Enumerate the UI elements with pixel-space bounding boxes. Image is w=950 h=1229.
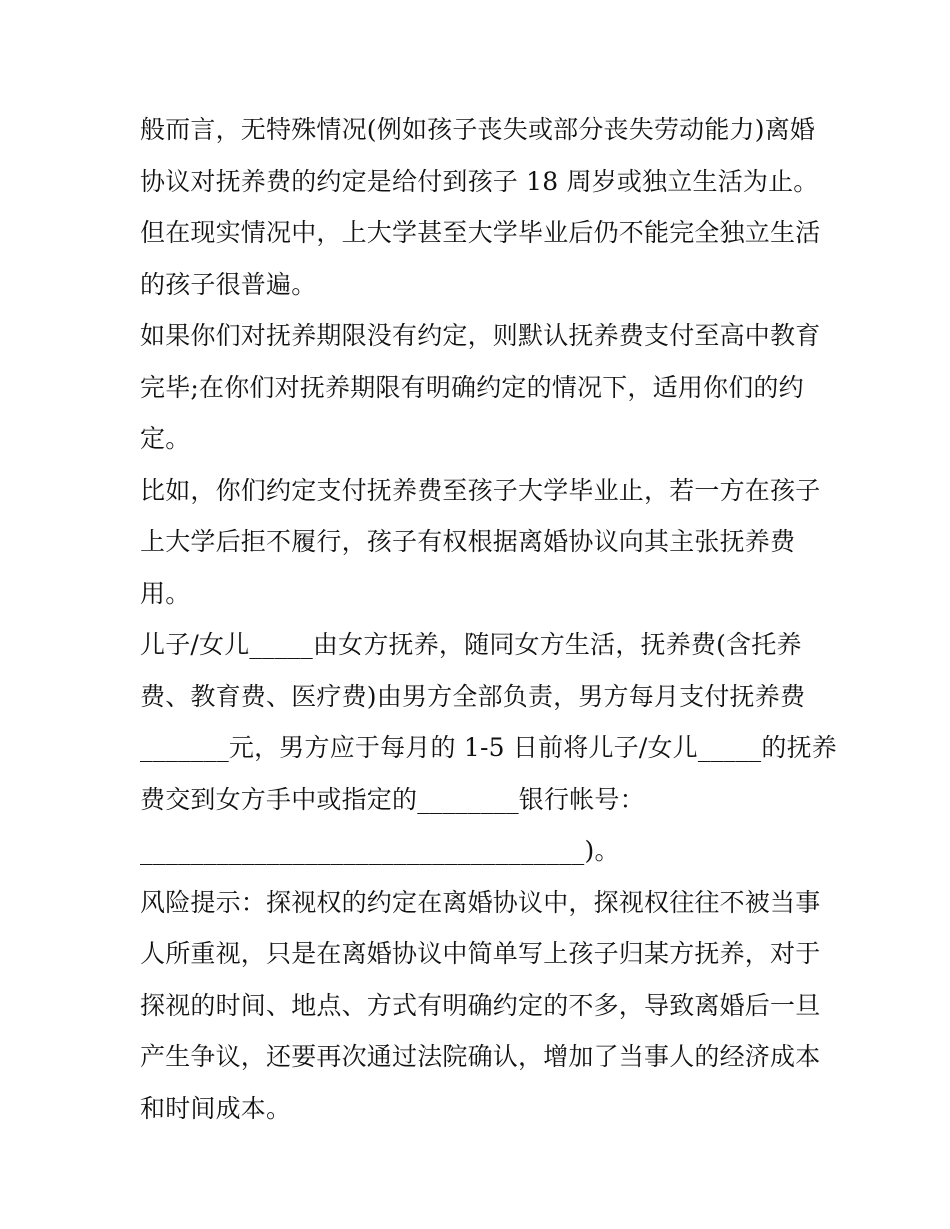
text-line-6: 完毕;在你们对抚养期限有明确约定的情况下，适用你们的约	[140, 372, 804, 402]
body-text	[140, 104, 840, 1134]
text-line-16: 风险提示：探视权的约定在离婚协议中，探视权往往不被当事	[140, 887, 821, 917]
text-line-3: 但在现实情况中，上大学甚至大学毕业后仍不能完全独立生活	[140, 218, 821, 247]
text-line-9: 上大学后拒不履行，孩子有权根据离婚协议向其主张抚养费	[140, 527, 796, 556]
text-line-14: 费交到女方手中或指定的________银行帐号：	[140, 784, 645, 814]
text-line-7: 定。	[140, 424, 191, 453]
text-line-13: _______元，男方应于每月的 1-5 日前将儿子/女儿_____的抚养	[140, 733, 837, 762]
text-line-15: ___________________________________)。	[140, 836, 620, 865]
text-line-4: 的孩子很普遍。	[140, 269, 317, 299]
text-line-2: 协议对抚养费的约定是给付到孩子 18 周岁或独立生活为止。	[140, 166, 819, 196]
text-line-1: 般而言，无特殊情况(例如孩子丧失或部分丧失劳动能力)离婚	[140, 115, 816, 144]
text-line-5: 如果你们对抚养期限没有约定，则默认抚养费支付至高中教育	[140, 321, 821, 350]
text-line-18: 探视的时间、地点、方式有明确约定的不多，导致离婚后一旦	[140, 990, 821, 1020]
text-line-20: 和时间成本。	[140, 1093, 292, 1123]
text-line-17: 人所重视，只是在离婚协议中简单写上孩子归某方抚养，对于	[140, 939, 821, 968]
text-line-8: 比如，你们约定支付抚养费至孩子大学毕业止，若一方在孩子	[140, 475, 821, 505]
text-line-10: 用。	[140, 578, 191, 608]
text-line-19: 产生争议，还要再次通过法院确认，增加了当事人的经济成本	[140, 1042, 821, 1071]
text-line-11: 儿子/女儿_____由女方抚养，随同女方生活，抚养费(含托养	[140, 630, 802, 659]
text-line-12: 费、教育费、医疗费)由男方全部负责，男方每月支付抚养费	[140, 681, 806, 711]
